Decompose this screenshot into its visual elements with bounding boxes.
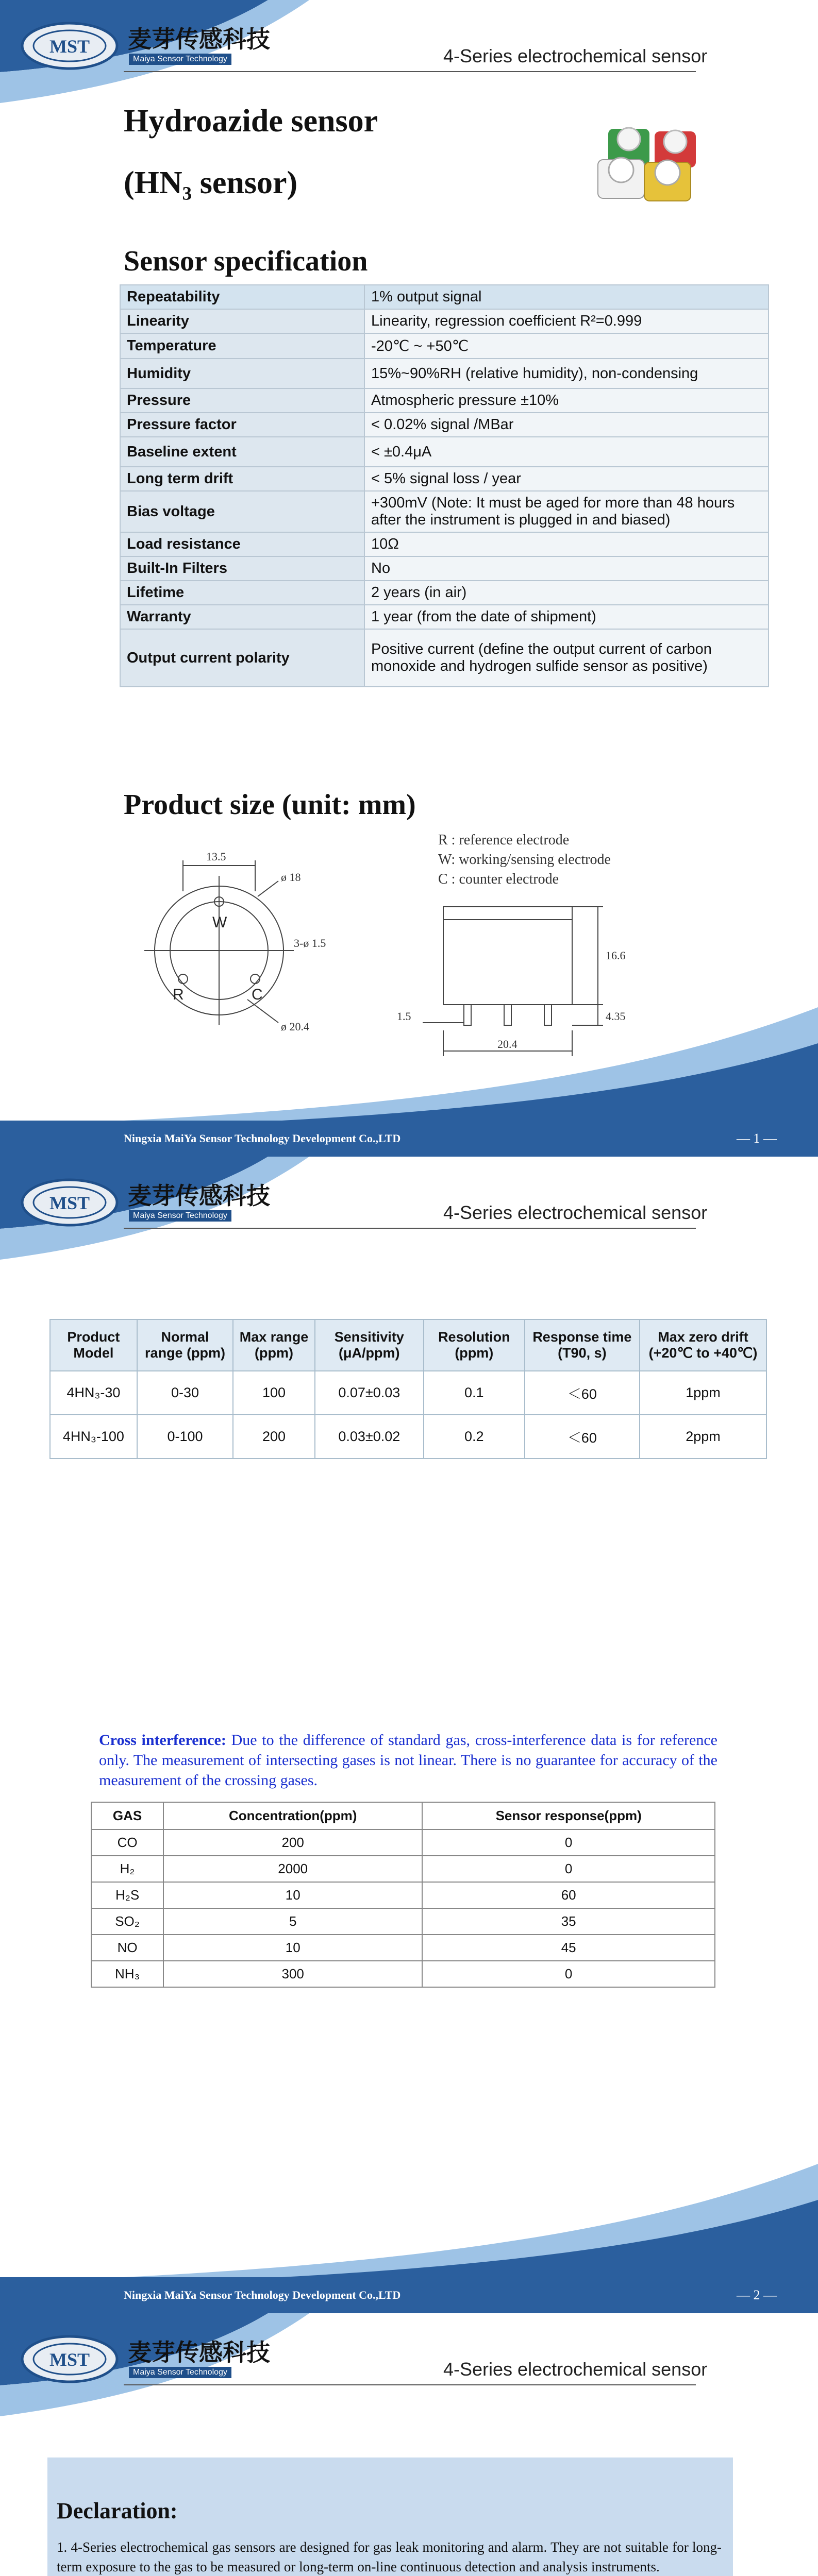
series-title: 4-Series electrochemical sensor <box>443 1202 708 1223</box>
dim-body-dia: ø 20.4 <box>281 1020 309 1033</box>
spec-key: Output current polarity <box>120 629 364 687</box>
spec-value: 1% output signal <box>364 285 769 309</box>
spec-key: Baseline extent <box>120 437 364 467</box>
series-title: 4-Series electrochemical sensor <box>443 45 708 66</box>
header-rule <box>124 2384 696 2385</box>
page-number: — 2 — <box>737 2287 777 2302</box>
spec-row <box>120 285 769 309</box>
table-cell: 200 <box>163 1829 422 1856</box>
dim-pin-circle: ø 18 <box>281 871 301 884</box>
spec-row <box>120 556 769 581</box>
declaration-title: Declaration: <box>57 2498 178 2523</box>
table-cell: 1ppm <box>640 1371 766 1415</box>
spec-key: Built-In Filters <box>120 556 364 581</box>
table-cell: 100 <box>233 1371 314 1415</box>
table-cell: H₂S <box>91 1882 163 1908</box>
spec-key: Humidity <box>120 359 364 388</box>
spec-key: Pressure factor <box>120 413 364 437</box>
brand-name-cn: 麦芽传感科技 <box>128 25 270 53</box>
table-row <box>91 1856 715 1882</box>
page-number: — 1 — <box>737 1131 777 1146</box>
table-cell: ＜60 <box>525 1371 640 1415</box>
declaration-body <box>57 2537 722 2576</box>
spec-key: Pressure <box>120 388 364 413</box>
table-row <box>50 1371 766 1415</box>
logo-text: MST <box>49 2349 90 2370</box>
spec-value: 15%~90%RH (relative humidity), non-condensing <box>364 359 769 388</box>
brand-name-en: Maiya Sensor Technology <box>129 2367 231 2378</box>
dim-width-side: 20.4 <box>497 1038 517 1050</box>
brand-name-cn: 麦芽传感科技 <box>128 2338 270 2366</box>
legend-working: W: working/sensing electrode <box>438 852 611 868</box>
logo-text: MST <box>49 36 90 57</box>
column-header: Max range (ppm) <box>233 1319 314 1371</box>
spec-row <box>120 629 769 687</box>
footer-company: Ningxia MaiYa Sensor Technology Development Co.,LTD <box>124 2289 401 2301</box>
footer-company: Ningxia MaiYa Sensor Technology Development Co.,LTD <box>124 1132 401 1145</box>
spec-row <box>120 491 769 532</box>
spec-heading: Sensor specification <box>124 245 368 277</box>
label-w: W <box>212 914 227 931</box>
table-cell: 5 <box>163 1908 422 1935</box>
sensor-product-image <box>588 118 706 211</box>
column-header: Product Model <box>50 1319 137 1371</box>
label-r: R <box>173 986 184 1003</box>
spec-key: Temperature <box>120 333 364 359</box>
table-cell: 35 <box>422 1908 715 1935</box>
column-header: Normal range (ppm) <box>137 1319 233 1371</box>
column-header: GAS <box>91 1802 163 1829</box>
table-cell: 0.03±0.02 <box>315 1415 424 1459</box>
column-header: Resolution (ppm) <box>424 1319 525 1371</box>
table-cell: NH₃ <box>91 1961 163 1987</box>
table-header-row <box>91 1802 715 1829</box>
footer-bar <box>0 2277 818 2313</box>
spec-key: Lifetime <box>120 581 364 605</box>
column-header: Response time (T90, s) <box>525 1319 640 1371</box>
table-cell: 0.07±0.03 <box>315 1371 424 1415</box>
table-cell: 0 <box>422 1961 715 1987</box>
spec-row <box>120 467 769 491</box>
legend-counter: C : counter electrode <box>438 871 559 887</box>
table-cell: 2000 <box>163 1856 422 1882</box>
table-cell: 2ppm <box>640 1415 766 1459</box>
table-cell: CO <box>91 1829 163 1856</box>
table-row <box>91 1961 715 1987</box>
table-row <box>91 1935 715 1961</box>
table-cell: NO <box>91 1935 163 1961</box>
dim-pin-spacing: 3-ø 1.5 <box>294 937 326 950</box>
table-row <box>91 1908 715 1935</box>
table-cell: ＜60 <box>525 1415 640 1459</box>
spec-row <box>120 359 769 388</box>
spec-row <box>120 388 769 413</box>
spec-value: < ±0.4μA <box>364 437 769 467</box>
page-1 <box>0 0 818 1157</box>
spec-value: No <box>364 556 769 581</box>
table-cell: 0 <box>422 1829 715 1856</box>
column-header: Sensitivity (μA/ppm) <box>315 1319 424 1371</box>
spec-row <box>120 309 769 333</box>
table-cell: 0-30 <box>137 1371 233 1415</box>
cross-interference-text: Due to the difference of standard gas, cross-interference data is for reference only. The measurement of intersecting gases is not linear. There is no guarantee for accuracy of the measurement of the crossing gases. <box>99 1732 717 1789</box>
table-cell: 0.1 <box>424 1371 525 1415</box>
spec-key: Load resistance <box>120 532 364 556</box>
spec-row <box>120 605 769 629</box>
spec-row <box>120 333 769 359</box>
table-row <box>91 1829 715 1856</box>
table-cell: 4HN₃-100 <box>50 1415 137 1459</box>
table-cell: H₂ <box>91 1856 163 1882</box>
table-cell: 0 <box>422 1856 715 1882</box>
spec-value: 1 year (from the date of shipment) <box>364 605 769 629</box>
spec-value: 2 years (in air) <box>364 581 769 605</box>
header-rule <box>124 1228 696 1229</box>
table-cell: 4HN₃-30 <box>50 1371 137 1415</box>
size-heading: Product size (unit: mm) <box>124 789 416 821</box>
logo-text: MST <box>49 1193 90 1213</box>
electrode-legend <box>438 831 611 889</box>
table-cell: 0-100 <box>137 1415 233 1459</box>
dim-width-top: 13.5 <box>206 850 226 863</box>
table-row <box>91 1882 715 1908</box>
column-header: Sensor response(ppm) <box>422 1802 715 1829</box>
spec-value: Linearity, regression coefficient R²=0.999 <box>364 309 769 333</box>
table-cell: 300 <box>163 1961 422 1987</box>
spec-key: Warranty <box>120 605 364 629</box>
spec-value: < 5% signal loss / year <box>364 467 769 491</box>
label-c: C <box>252 986 263 1003</box>
spec-row <box>120 437 769 467</box>
product-subtitle: (HN₃ sensor) <box>124 165 298 200</box>
dim-height: 16.6 <box>606 949 626 962</box>
table-row <box>50 1415 766 1459</box>
spec-row <box>120 413 769 437</box>
model-table <box>49 1319 767 1459</box>
table-cell: 60 <box>422 1882 715 1908</box>
dim-pin-length: 4.35 <box>606 1010 626 1023</box>
company-logo <box>21 1178 119 1227</box>
company-logo <box>21 22 119 71</box>
spec-value: 10Ω <box>364 532 769 556</box>
series-title: 4-Series electrochemical sensor <box>443 2359 708 2380</box>
column-header: Concentration(ppm) <box>163 1802 422 1829</box>
header-rule <box>124 71 696 72</box>
company-logo <box>21 2335 119 2384</box>
spec-table <box>120 284 769 687</box>
dim-pin-side: 1.5 <box>397 1010 411 1023</box>
table-cell: 10 <box>163 1935 422 1961</box>
cross-interference-label: Cross interference: <box>99 1732 226 1749</box>
product-title: Hydroazide sensor <box>124 104 378 139</box>
brand-name-en: Maiya Sensor Technology <box>129 1210 231 1222</box>
cross-interference-table <box>91 1802 715 1988</box>
footer-bar <box>0 1121 818 1157</box>
declaration-item: 1. 4-Series electrochemical gas sensors are designed for gas leak monitoring and alarm. They are not suitable for long-term exposure to the gas to be measured or long-term on-line continuous detection and analysis instruments. <box>57 2539 722 2574</box>
spec-value: Positive current (define the output current of carbon monoxide and hydrogen sulfide sensor as positive) <box>364 629 769 687</box>
spec-key: Linearity <box>120 309 364 333</box>
brand-name-cn: 麦芽传感科技 <box>128 1182 270 1210</box>
spec-key: Repeatability <box>120 285 364 309</box>
cross-interference-note <box>99 1730 717 1790</box>
table-cell: 0.2 <box>424 1415 525 1459</box>
table-cell: 10 <box>163 1882 422 1908</box>
brand-name-en: Maiya Sensor Technology <box>129 54 231 65</box>
spec-row <box>120 532 769 556</box>
table-cell: 200 <box>233 1415 314 1459</box>
spec-value: < 0.02% signal /MBar <box>364 413 769 437</box>
table-cell: SO₂ <box>91 1908 163 1935</box>
spec-value: -20℃ ~ +50℃ <box>364 333 769 359</box>
table-header-row <box>50 1319 766 1371</box>
spec-value: +300mV (Note: It must be aged for more than 48 hours after the instrument is plugged in and biased) <box>364 491 769 532</box>
legend-reference: R : reference electrode <box>438 832 570 848</box>
spec-key: Long term drift <box>120 467 364 491</box>
spec-key: Bias voltage <box>120 491 364 532</box>
spec-row <box>120 581 769 605</box>
spec-value: Atmospheric pressure ±10% <box>364 388 769 413</box>
table-cell: 45 <box>422 1935 715 1961</box>
column-header: Max zero drift (+20℃ to +40℃) <box>640 1319 766 1371</box>
